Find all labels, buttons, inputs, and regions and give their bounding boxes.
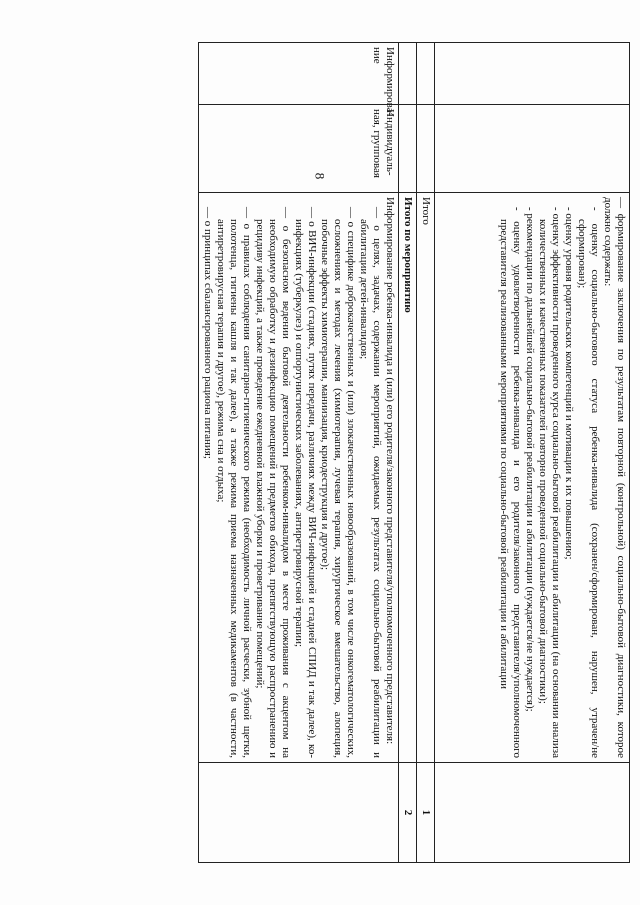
content-cell <box>199 193 399 763</box>
table-row <box>417 43 435 863</box>
list-item: - оценку социально-бытового статуса ребенка-инвалида (сохранен/сформирован, нарушен, утрачен/не сформирован); <box>576 207 601 758</box>
list-item: - оценку эффективности проведенного курса социально-бытовой реабилитации и абилитации (на основании анализа количественных и качественных показателей повторно проведенной социально-бытовой диагностики); <box>537 207 562 758</box>
total-label: Итого <box>417 193 435 763</box>
list-item: — о целях, задачах, содержании мероприятий, ожидаемых результатах социально-бытовой реабилитации и абилитации детей-инвалидов; <box>358 207 383 758</box>
list-item: — о специфике доброкачественных и (или) злокачественных новообразований, в том числе онкогематологических, осложнениях и методах лечения (химиотерапия, лучевая терапия, хирургическое вмешательство, алопеция, побочные эффекты химиотерапии, маниизация, криодеструкция и другое); <box>319 207 357 758</box>
empty-cell <box>399 43 417 105</box>
rotated-table-container <box>70 42 630 862</box>
list-item: — о безопасном ведении бытовой деятельности ребенком-инвалидом в месте проживания с акцентом на необходимую обработку и дезинфекцию помещений и предметов обихода, препятствующую распространению и рецидиву инфекций, а также проведение ежедневной влажной уборки и проветривание помещений; <box>254 207 292 758</box>
empty-cell <box>417 105 435 193</box>
list-item: Информирование ребенка-инвалида и (или) его родителя/законного представителя/уполномоченного представителя: <box>384 197 396 745</box>
table-row <box>399 43 417 863</box>
empty-cell <box>399 105 417 193</box>
total-value: 1 <box>417 763 435 863</box>
list-item: - оценку уровня родительских компетенций и мотивации к их повышению; <box>563 207 575 560</box>
activity-name-cell: Информирова-ние <box>199 43 399 105</box>
list-item: - оценку удовлетворенности ребенка-инвалида и его родителя/законного представителя/уполномоченного представителя реализованными мероприятиями по социально-бытовой реабилитации и абилитации <box>498 207 523 758</box>
activities-table <box>198 42 630 863</box>
list-item: — формирование заключения по результатам повторной (контрольной) социально-бытовой диагностики, которое должно содержать: <box>602 197 627 758</box>
content-cell <box>435 193 630 763</box>
total-activity-value: 2 <box>399 763 417 863</box>
form-cell <box>435 105 630 193</box>
activity-name-cell <box>435 43 630 105</box>
list-item: — о принципах сбалансированного рациона питания; <box>202 207 214 459</box>
form-cell: Индивидуаль-ная, групповая <box>199 105 399 193</box>
list-item: - рекомендации по дальнейшей социально-бытовой реабилитации и абилитации (нуждается/не нуждается); <box>524 207 536 712</box>
total-activity-label: Итого по мероприятию <box>399 193 417 763</box>
table-row <box>199 43 399 863</box>
list-item: — о правилах соблюдения санитарно-гигиенического режима (необходимость личной расчески, зубной щетки, полотенца, гигиены кашля и так далее), а также режима приема назначенных медикаментов (в частности, антиретровирусная терапия и другое), режима сна и отдыха; <box>215 207 253 758</box>
hours-cell <box>199 763 399 863</box>
list-item: — о ВИЧ-инфекции (стадиях, путях передачи, различиях между ВИЧ-инфекцией и стадией СПИД и так далее), ко-инфекциях (туберкулез) и оппортунистических заболеваниях, антиретровирусной терапии; <box>293 207 318 758</box>
page-number: 8 <box>312 172 328 180</box>
table-row <box>435 43 630 863</box>
hours-cell <box>435 763 630 863</box>
empty-cell <box>417 43 435 105</box>
